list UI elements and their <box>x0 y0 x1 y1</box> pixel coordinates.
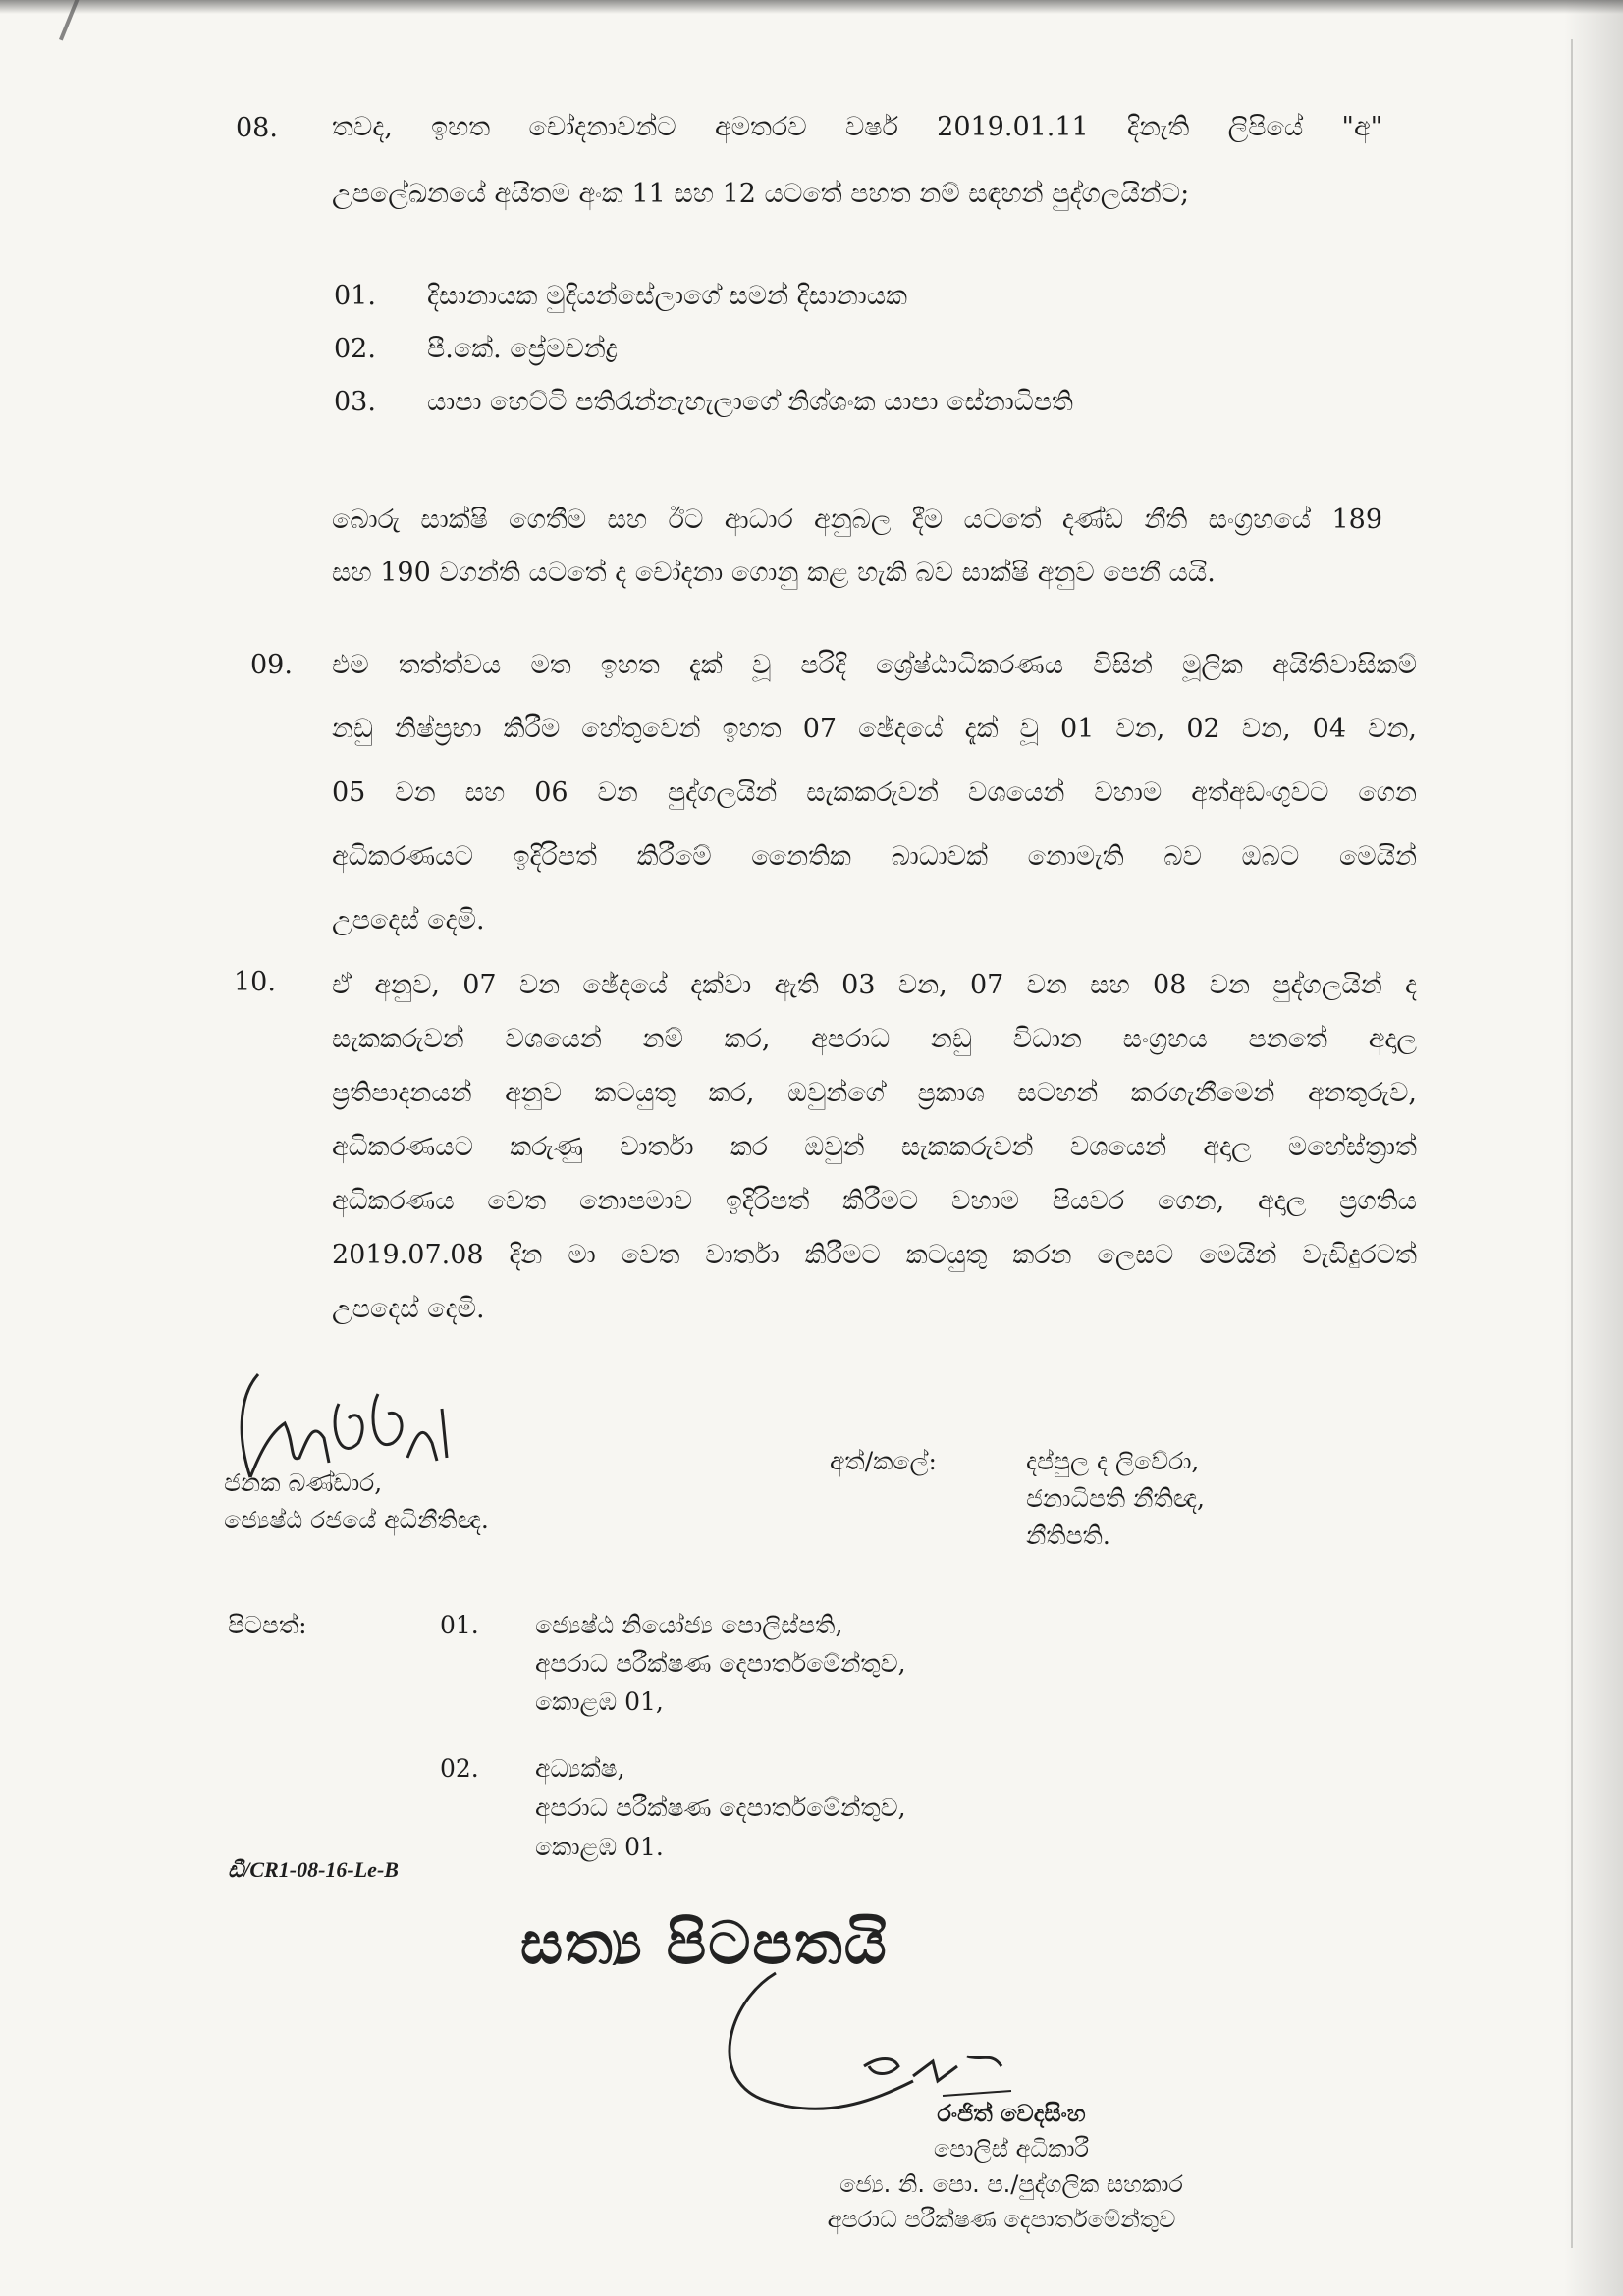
scan-right-edge <box>1564 0 1623 2296</box>
officer-unit-line2: අපරාධ පරීක්ෂණ දෙපාර්තමේන්තුව <box>827 2206 1176 2233</box>
signatory-right-label: අත්/කලේ: <box>830 1447 937 1475</box>
copies-label: පිටපත්: <box>228 1611 307 1639</box>
list-item-text: යාපා හෙට්ටි පතිරැන්නැහැලාගේ නිශ්ශංක යාපා සේනාධිපති <box>427 387 1073 417</box>
copy-item-number: 01. <box>440 1611 479 1639</box>
file-reference: ඩී/CR1-08-16-Le-B <box>228 1857 399 1882</box>
copy-item-line: කොළඹ 01. <box>535 1833 664 1861</box>
list-item-number: 01. <box>334 281 376 311</box>
certified-copy-stamp: සත්‍ය පිටපතයි <box>520 1909 889 1978</box>
copy-item-line: ජ්‍යෙෂ්ඨ නියෝජ්‍ය පොලිස්පති, <box>535 1611 843 1639</box>
para-10-line: අධිකරණය වෙත නොපමාව ඉදිරිපත් කිරීමට වහාම පියවර ගෙන, අදාල ප්‍රගතිය <box>332 1186 1417 1216</box>
scan-top-edge <box>0 0 1623 14</box>
copy-item-line: අපරාධ පරීක්ෂණ දෙපාර්තමේන්තුව, <box>535 1793 906 1822</box>
para-09-line: 05 වන සහ 06 වන පුද්ගලයින් සැකකරුවන් වශයෙන් වහාම අත්අඩංගුවට ගෙන <box>332 777 1417 808</box>
list-item-number: 03. <box>334 387 376 417</box>
copy-item-line: අධ්‍යක්ෂ, <box>535 1754 625 1783</box>
para-10-line: ප්‍රතිපාදනයන් අනුව කටයුතු කර, ඔවුන්ගේ ප්‍රකාශ සටහන් කරගැනීමෙන් අනතුරුව, <box>332 1078 1417 1108</box>
para-09-line: උපදෙස් දෙමි. <box>332 905 485 935</box>
copy-item-line: අපරාධ පරීක්ෂණ දෙපාර්තමේන්තුව, <box>535 1649 906 1678</box>
list-item-text: පී.කේ. ප්‍රේමචන්ද්‍ර <box>427 334 618 364</box>
para-09-line: නඩු නිෂ්ප්‍රභා කිරීම හේතුවෙන් ඉහත 07 ඡේදයේ දැක් වූ 01 වන, 02 වන, 04 වන, <box>332 714 1417 744</box>
para-10-line: සැකකරුවන් වශයෙන් නම් කර, අපරාධ නඩු විධාන සංග්‍රහය පනතේ අදාල <box>332 1024 1417 1054</box>
para-09-line: එම තත්ත්වය මත ඉහත දැක් වූ පරිදි ශ්‍රේෂ්ඨාධිකරණය විසින් මූලික අයිතිවාසිකම් <box>332 650 1417 680</box>
para-10-line: අධිකරණයට කරුණු වාර්තා කර ඔවුන් සැකකරුවන් වශයෙන් අදාල මහේස්ත්‍රාත් <box>332 1132 1417 1162</box>
para-10-line: ඒ අනුව, 07 වන ඡේදයේ දක්වා ඇති 03 වන, 07 වන සහ 08 වන පුද්ගලයින් ද <box>332 970 1417 1000</box>
para-10-line: 2019.07.08 දින මා වෙත වාර්තා කිරීමට කටයුතු කරන ලෙසට මෙයින් වැඩිදුරටත් <box>332 1240 1417 1270</box>
officer-unit-line1: ජ්‍යෙ. නි. පො. ප./පුද්ගලික සහකාර <box>839 2170 1183 2198</box>
para-08-number: 08. <box>236 113 278 143</box>
list-item-number: 02. <box>334 334 376 364</box>
signatory-left-title: ජ්‍යෙෂ්ඨ රජයේ අධිනීතිඥ. <box>224 1506 489 1534</box>
copy-item-line: කොළඹ 01, <box>535 1687 664 1716</box>
officer-name: රංජිත් වෙදසිංහ <box>937 2100 1086 2127</box>
signatory-right-role: නීතිපති. <box>1026 1522 1110 1550</box>
list-item-text: දිසානායක මුදියන්සේලාගේ සමන් දිසානායක <box>427 281 908 311</box>
para-08-cont-line2: සහ 190 වගන්ති යටතේ ද චෝදනා ගොනු කළ හැකි බව සාක්ෂි අනුව පෙනී යයි. <box>332 558 1216 588</box>
para-09-line: අධිකරණයට ඉදිරිපත් කිරීමේ නෛතික බාධාවක් නොමැති බව ඔබට මෙයින් <box>332 841 1417 872</box>
para-09-number: 09. <box>250 650 293 680</box>
copy-item-number: 02. <box>440 1754 479 1783</box>
signatory-right-name: දප්පුල ද ලිවේරා, <box>1026 1447 1200 1475</box>
para-10-line: උපදෙස් දෙමි. <box>332 1294 485 1324</box>
para-10-number: 10. <box>234 967 276 997</box>
scan-fold-line <box>1571 39 1573 2248</box>
para-08-line1: තවද, ඉහත චෝදනාවන්ට අමතරව වර්ෂ 2019.01.11 දිනැති ලිපියේ "අ" <box>332 112 1382 142</box>
para-08-cont-line1: බොරු සාක්ෂි ගෙතීම සහ ඊට ආධාර අනුබල දීම යටතේ දණ්ඩ නීති සංග්‍රහයේ 189 <box>332 505 1382 535</box>
para-08-line2: උපලේඛනයේ අයිතම අංක 11 සහ 12 යටතේ පහත නම් සඳහන් පුද්ගලයින්ට; <box>332 179 1190 209</box>
signatory-left-name: ජනක බණ්ඩාර, <box>224 1468 383 1497</box>
officer-rank: පොලිස් අධිකාරී <box>933 2135 1090 2163</box>
signatory-right-title: ජනාධිපති නීතිඥ, <box>1026 1484 1205 1513</box>
